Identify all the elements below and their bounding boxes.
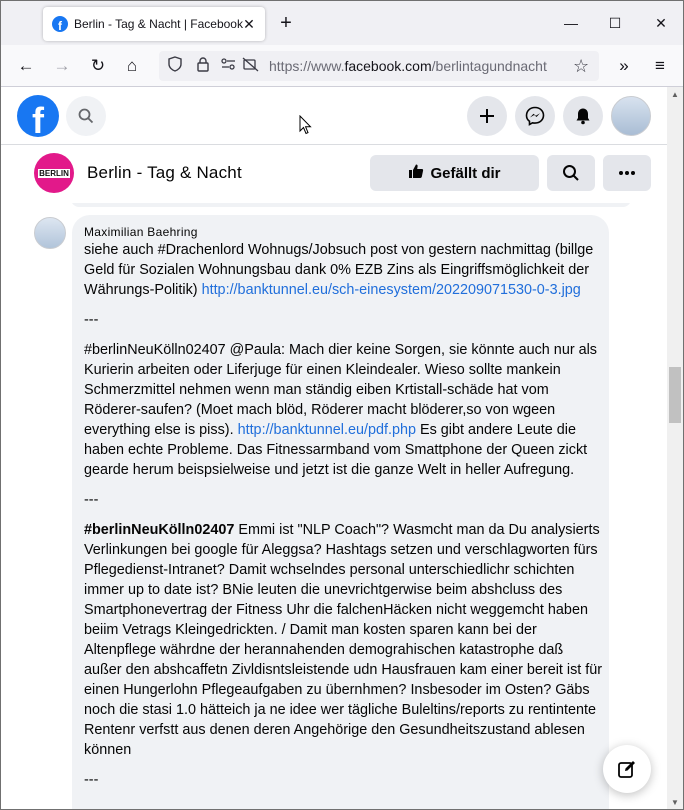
thumbs-up-icon: [408, 163, 424, 183]
more-options-button[interactable]: [603, 155, 651, 191]
comment-bubble: [72, 215, 609, 810]
plus-icon: [478, 107, 496, 125]
camera-blocked-icon[interactable]: [241, 56, 261, 76]
comment-text: siehe auch #Drachenlord Wohnugs/Jobsuch post von gestern nachmittag (billge Geld für Sozialen Wohnungsbau dank 0% EZB Zins als Eingriffsmöglichkeit der Währungs-Politik) http://banktunnel.eu/sch-einesystem/202209071530-0-3.jpg --- #berlinNeuKölln02407 @Paula: Mach dier keine Sorgen, sie könnte auch nur als Kurierin arbeiten oder Liferjuge für einen Kleindealer. Wieso sollte mankein Schmerzmittel nehmen wenn man ständig eiben Krtistall-schäde hat vom Röderer-saufen? (Moet mach blöd, Röderer macht blöderer,so von wgeen everything else is piss). http://banktunnel.eu/pdf.php Es gibt andere Leute die haben echte Probleme. Das Fitnessarmband vom Smattphone der Queen zickt gearde herum beispsielweise und jetzt ist die ganze Welt in heller Aufregung. --- #berlinNeuKölln02407 Emmi ist "NLP Coach"? Wasmcht man da Du analysierts Verlinkungen bei google für Aleggsa? Hashtags setzen und verschlagworten fürs Pflegedienst-Intranet? Damit wchselndes personal unterschiedlichr schichten immer up to date ist? BNie leuten die unevrichtgerwise beim abshcluss des Smartphonevertrag der Fitness Uhr die falchenHäcken nicht weggemcht haben beiim Vetrags Kleingedrickten. / Damit man kosten sparen kann bei der Altenpflege währdne der herannahenden demograhischen katastrophe daß außer den abshcaffetn Zivldisntsleistende udn Hausfrauen kam einer bereit ist für einen Hungerlohn Pflegeaufgaben zu übernhmen? Insbesoder im Osten? Gäbs noch die stasi 1.0 hätteich ja ne idee wer tägliche Buleltins/reports zu rentintente Rentenr verfstt aus denen deren Angehörige den Gesundheitszustand ablesen können ---: [84, 242, 603, 788]
page-avatar[interactable]: BERLIN: [34, 153, 74, 193]
reload-icon[interactable]: ↻: [90, 56, 106, 75]
account-avatar[interactable]: [611, 96, 651, 136]
comments-area: [1, 203, 667, 810]
close-window-icon[interactable]: ✕: [655, 15, 667, 31]
shield-icon[interactable]: [165, 56, 185, 76]
facebook-search-button[interactable]: [66, 96, 106, 136]
facebook-header: [1, 87, 667, 145]
minimize-icon[interactable]: —: [564, 15, 578, 31]
bell-icon: [574, 107, 592, 125]
scroll-up-icon[interactable]: ▲: [671, 90, 679, 99]
notifications-button[interactable]: [563, 96, 603, 136]
page-header: [1, 145, 667, 203]
page-scrollbar[interactable]: [667, 87, 683, 810]
page-search-button[interactable]: [547, 155, 595, 191]
home-icon[interactable]: ⌂: [126, 56, 138, 75]
compose-icon: [617, 759, 637, 779]
menu-icon[interactable]: ≡: [655, 56, 665, 75]
mouse-cursor-icon: [299, 115, 313, 135]
previous-comment-bubble: [71, 203, 631, 207]
ellipsis-icon: [618, 170, 636, 176]
comment-author[interactable]: Maximilian Baehring: [84, 225, 198, 239]
new-tab-icon[interactable]: +: [280, 12, 292, 34]
facebook-favicon-icon: f: [52, 16, 68, 32]
search-icon: [78, 108, 94, 124]
scroll-down-icon[interactable]: ▼: [671, 798, 679, 807]
commenter-avatar[interactable]: [34, 217, 66, 249]
forward-icon[interactable]: →: [53, 56, 71, 75]
like-page-button[interactable]: [370, 155, 539, 191]
permissions-icon[interactable]: [219, 56, 239, 76]
tab-strip: [1, 1, 683, 45]
navigation-bar: [1, 45, 683, 87]
maximize-icon[interactable]: ☐: [608, 15, 622, 31]
browser-tab[interactable]: [43, 7, 265, 41]
bookmark-star-icon[interactable]: ☆: [573, 56, 590, 76]
back-icon[interactable]: ←: [17, 56, 35, 75]
url-bar[interactable]: [159, 51, 599, 81]
overflow-chevron-icon[interactable]: »: [619, 56, 629, 75]
new-message-button[interactable]: [603, 745, 651, 793]
url-text: https://www.facebook.com/berlintagundnacht: [269, 58, 547, 74]
messenger-icon: [525, 106, 545, 126]
close-tab-icon[interactable]: ✕: [243, 16, 255, 32]
search-icon: [562, 164, 580, 182]
comment-link[interactable]: http://banktunnel.eu/pdf.php: [237, 422, 416, 438]
lock-icon[interactable]: [193, 56, 213, 76]
like-label: Gefällt dir: [430, 164, 501, 182]
scrollbar-thumb[interactable]: [669, 367, 681, 423]
facebook-logo-icon[interactable]: f: [17, 95, 59, 137]
hashtag[interactable]: #berlinNeuKölln02407: [84, 522, 235, 538]
messenger-button[interactable]: [515, 96, 555, 136]
create-button[interactable]: [467, 96, 507, 136]
page-title[interactable]: Berlin - Tag & Nacht: [87, 163, 242, 182]
tab-title: Berlin - Tag & Nacht | Facebook: [74, 17, 243, 31]
comment-link[interactable]: http://banktunnel.eu/sch-einesystem/202209071530-0-3.jpg: [201, 282, 581, 298]
